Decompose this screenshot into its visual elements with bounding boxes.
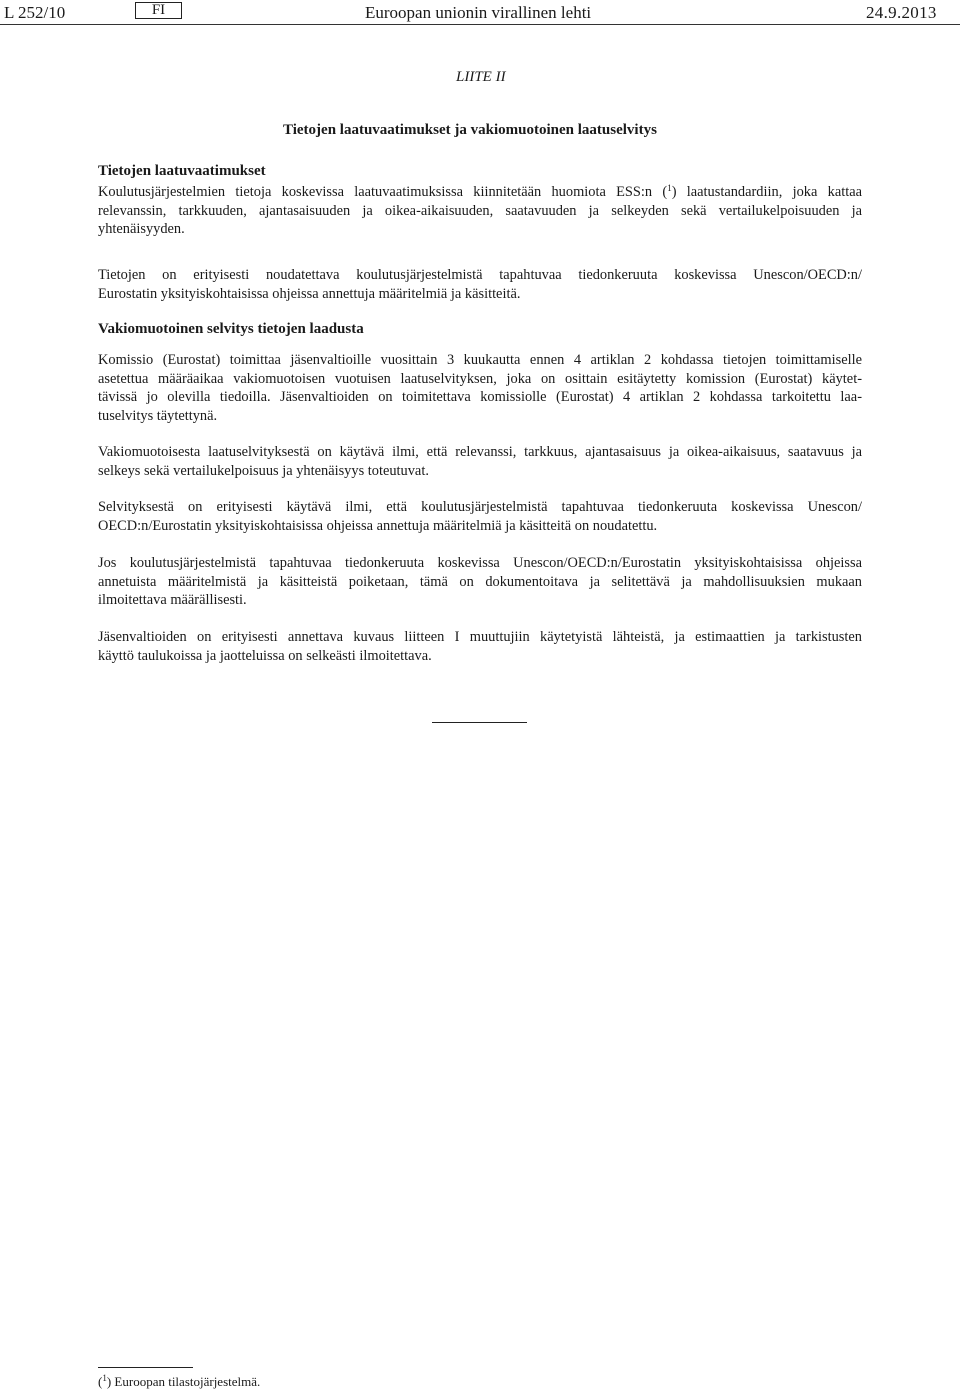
paragraph-line: Jäsenvaltioiden on erityisesti annettava kuvaus liitteen I muuttujiin käytetyistä lähteistä, ja estimaattien ja tarkistusten: [98, 629, 862, 645]
paragraph-quality-requirements-2: [98, 266, 862, 303]
paragraph-line: Selvityksestä on erityisesti käytävä ilmi, että koulutusjärjestelmistä tapahtuvaa tiedonkeruuta koskevissa Unescon/: [98, 499, 862, 515]
language-badge: FI: [135, 2, 182, 19]
paragraph-line: tuselvitys täytettynä.: [98, 407, 218, 424]
paragraph-line: relevanssin, tarkkuuden, ajantasaisuuden ja oikea-aikaisuuden, saatavuuden ja selkeyden sekä vertailukelpoisuuden ja: [98, 202, 862, 219]
page-reference: L 252/10: [4, 3, 66, 22]
footnote-reference: 1: [667, 183, 672, 193]
end-of-annex-rule: [432, 722, 527, 723]
paragraph-standard-report-1: [98, 351, 862, 425]
paragraph-standard-report-3: [98, 498, 862, 535]
paragraph-line: Komissio (Eurostat) toimittaa jäsenvaltioille vuosittain 3 kuukautta ennen 4 artiklan 2 kohdassa tietojen toimittamiselle: [98, 352, 862, 368]
annex-label: LIITE II: [456, 69, 506, 85]
paragraph-line: ilmoitettava määrällisesti.: [98, 592, 247, 608]
paragraph-standard-report-5: [98, 628, 862, 665]
paragraph-line: Vakiomuotoisesta laatuselvityksestä on käytävä ilmi, että relevanssi, tarkkuus, ajantasaisuus ja oikea-aikaisuus, saatavuus ja: [98, 444, 862, 460]
paragraph-line: annetuista määritelmistä ja käsitteistä poiketaan, tämä on dokumentoitava ja selitettävä ja mahdollisuuksien mukaan: [98, 573, 862, 590]
paragraph-quality-requirements-1: [98, 183, 862, 239]
footnote-marker: 1: [102, 1373, 107, 1383]
paragraph-standard-report-2: [98, 443, 862, 480]
paragraph-standard-report-4: [98, 554, 862, 610]
footnote: ($^1$) Euroopan tilastojärjestelmä.: [98, 1373, 261, 1389]
journal-title: Euroopan unionin virallinen lehti: [365, 3, 592, 22]
section-heading-standard-report: Vakiomuotoinen selvitys tietojen laadusta: [98, 321, 364, 337]
paragraph-line: OECD:n/Eurostatin yksityiskohtaisissa ohjeissa annettuja määritelmiä ja käsitteitä on noudatettu.: [98, 517, 658, 534]
paragraph-line: Koulutusjärjestelmien tietoja koskevissa laatuvaatimuksissa kiinnitetään huomiota ESS:n ($^1$) laatustandardiin, joka kattaa: [98, 183, 862, 200]
footnote-text: ) Euroopan tilastojärjestelmä.: [106, 1374, 261, 1389]
publication-date: 24.9.2013: [866, 3, 937, 22]
paragraph-line: yhtenäisyyden.: [98, 221, 185, 237]
paragraph-line: käyttö taulukoissa ja jaotteluissa on selkeästi ilmoitettava.: [98, 647, 432, 664]
paragraph-line: Jos koulutusjärjestelmistä tapahtuvaa tiedonkeruuta koskevissa Unescon/OECD:n/Eurostatin yksityiskohtaisissa ohjeissa: [98, 555, 862, 571]
paragraph-line: Tietojen on erityisesti noudatettava koulutusjärjestelmistä tapahtuvaa tiedonkeruuta koskevissa Unescon/OECD:n/: [98, 267, 862, 283]
footnote-rule: [98, 1367, 193, 1368]
paragraph-line: asetettua määräaikaa vakiomuotoisen vuotuisen laatuselvityksen, joka on osittain esitäytetty komission (Eurostat) käytet-: [98, 370, 862, 387]
page-title: Tietojen laatuvaatimukset ja vakiomuotoinen laatuselvitys: [283, 122, 657, 138]
section-heading-quality-requirements: Tietojen laatuvaatimukset: [98, 163, 266, 179]
header-rule: [0, 24, 960, 25]
paragraph-line: Eurostatin yksityiskohtaisissa ohjeissa annettuja määritelmiä ja käsitteitä.: [98, 285, 521, 302]
paragraph-line: tävissä jo olevilla tiedoilla. Jäsenvaltioiden on toimitettava komissiolle (Eurostat) 4 artiklan 2 kohdassa tarkoitettu laa-: [98, 389, 862, 405]
paragraph-line: selkeys sekä vertailukelpoisuus ja yhtenäisyys toteutuvat.: [98, 462, 429, 479]
